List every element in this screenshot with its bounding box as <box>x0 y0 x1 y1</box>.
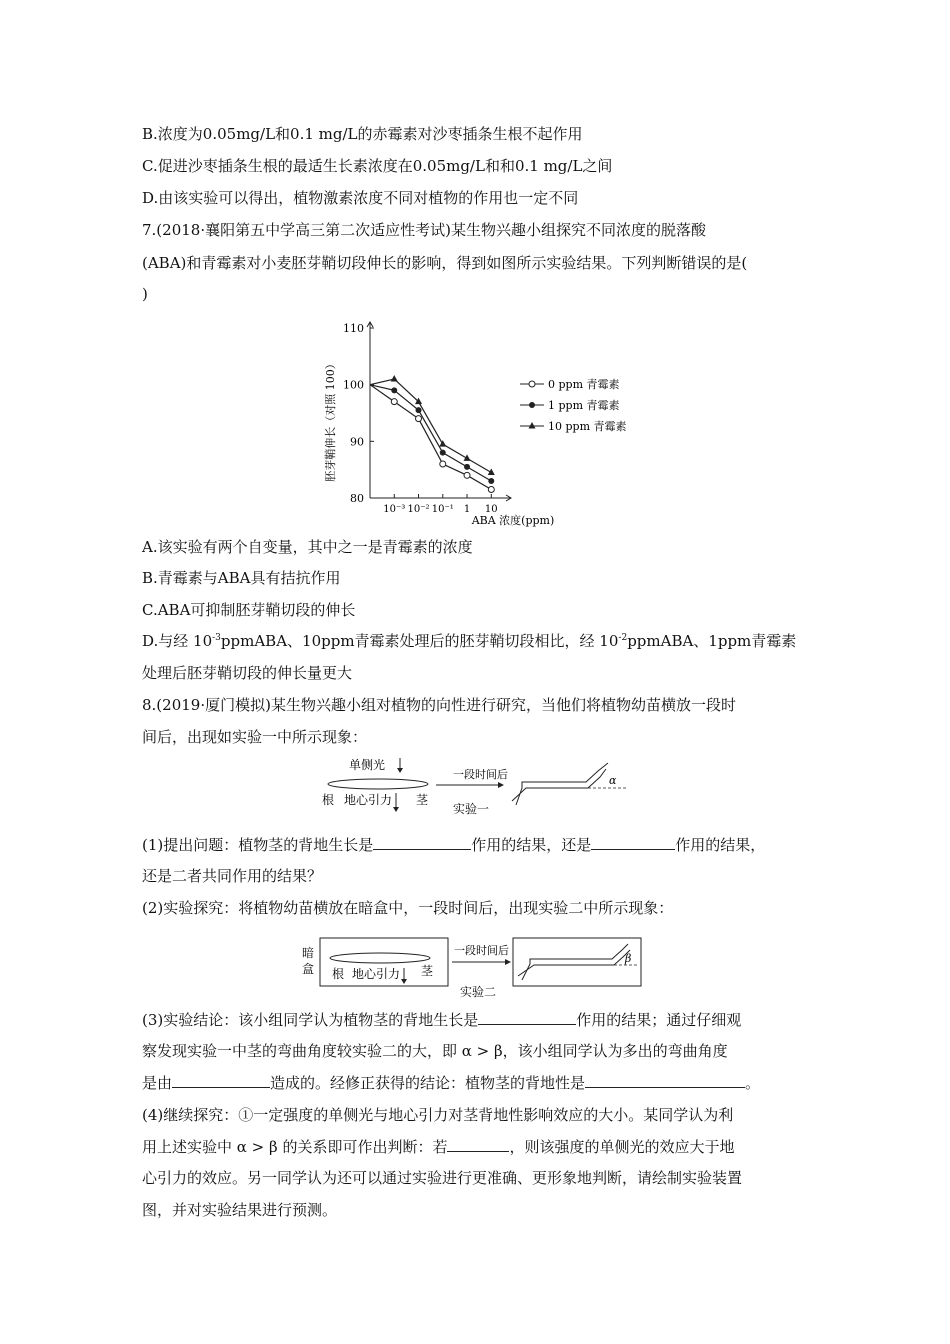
chart-y-axis-label: 胚芽鞘伸长（对照 100） <box>324 358 337 482</box>
p3-text-e: 。 <box>745 1074 761 1092</box>
p4-text-a: 用上述实验中 α > β 的关系即可作出判断：若 <box>142 1138 448 1156</box>
q7-option-c: C.ABA可抑制胚芽鞘切段的伸长 <box>142 601 356 619</box>
chart-data-point <box>391 387 397 393</box>
q7-stem-line-3: ) <box>142 285 148 303</box>
q7d-exponent-2: -2 <box>618 633 628 643</box>
q8-part4-line-3: 心引力的效应。另一同学认为还可以通过实验进行更准确、更形象地判断，请绘制实验装置 <box>142 1169 743 1187</box>
p3-blank-2[interactable] <box>172 1073 270 1088</box>
q6-option-c: C.促进沙枣插条生根的最适生长素浓度在0.05mg/L和和0.1 mg/L之间 <box>142 157 613 175</box>
q7-stem-line-1: 7.(2018·襄阳第五中学高三第二次适应性考试)某生物兴趣小组探究不同浓度的脱落酸 <box>142 221 706 239</box>
fig2-root-label: 根 <box>332 967 345 981</box>
chart-y-tick-label: 100 <box>343 378 364 392</box>
chart-legend-label: 10 ppm 青霉素 <box>548 420 627 433</box>
chart-legend-marker <box>529 402 535 408</box>
chart-x-axis-label: ABA 浓度(ppm) <box>471 514 555 527</box>
p1-text-c: 作用的结果， <box>675 836 766 854</box>
p3-blank-3[interactable] <box>585 1073 745 1088</box>
chart-data-point <box>440 450 446 456</box>
chart-data-point <box>391 375 398 382</box>
chart-data-point <box>439 440 446 447</box>
q7-option-a: A.该实验有两个自变量，其中之一是青霉素的浓度 <box>142 538 473 556</box>
q7-option-b: B.青霉素与ABA具有拮抗作用 <box>142 569 341 587</box>
chart-data-point <box>488 478 494 484</box>
chart-series-line <box>370 385 491 490</box>
fig1-stem-label: 茎 <box>416 793 429 807</box>
q7-option-d-line-2: 处理后胚芽鞘切段的伸长量更大 <box>142 664 353 682</box>
p3-text-d: 造成的。经修正获得的结论：植物茎的背地性是 <box>270 1074 586 1092</box>
chart-x-tick-label: 10⁻³ <box>383 504 406 515</box>
q8-part1-line-2: 还是二者共同作用的结果？ <box>142 867 323 885</box>
fig2-box-label-2: 盒 <box>302 962 315 976</box>
chart-series-line <box>370 385 491 481</box>
chart-x-tick-label: 1 <box>463 504 471 515</box>
fig2-angle-label: β <box>625 952 632 965</box>
fig1-angle-label: α <box>609 774 617 787</box>
fig1-light-arrowhead <box>397 768 403 773</box>
p4-text-b: ，则该强度的单侧光的效应大于地 <box>509 1138 735 1156</box>
chart-x-tick-label: 10⁻¹ <box>431 504 454 515</box>
chart-y-tick-label: 110 <box>343 322 364 335</box>
p1-text-a: (1)提出问题：植物茎的背地生长是 <box>142 836 374 854</box>
fig1-gravity-arrowhead <box>393 807 399 812</box>
fig1-bent-seedling-top <box>516 763 608 805</box>
p1-blank-2[interactable] <box>591 835 675 850</box>
chart-x-tick-label: 10 <box>484 504 498 515</box>
q7-option-d <box>142 631 796 651</box>
fig2-result-box <box>513 938 641 986</box>
chart-data-point <box>464 464 470 470</box>
p4-blank-1[interactable] <box>447 1137 509 1152</box>
chart-y-tick-label: 80 <box>350 492 364 505</box>
fig1-seedling <box>328 779 428 789</box>
chart-data-point <box>488 487 494 493</box>
q7d-text-1: D.与经 10 <box>142 632 213 650</box>
q6-option-d: D.由该实验可以得出，植物激素浓度不同对植物的作用也一定不同 <box>142 189 579 207</box>
chart-legend-marker <box>529 422 536 429</box>
chart-legend-label: 1 ppm 青霉素 <box>548 399 620 412</box>
q8-part3-line-2: 察发现实验一中茎的弯曲角度较实验二的大，即 α > β，该小组同学认为多出的弯曲角度 <box>142 1042 728 1060</box>
p1-blank-1[interactable] <box>373 835 471 850</box>
chart-x-tick-label: 10⁻² <box>407 504 430 515</box>
q7d-exponent-1: -3 <box>212 633 221 643</box>
fig1-time-arrowhead <box>498 782 504 788</box>
fig2-arrow-label: 一段时间后 <box>454 944 509 957</box>
fig2-caption: 实验二 <box>460 985 497 999</box>
fig1-bent-seedling-bottom <box>512 769 606 801</box>
q8-part3-line-1 <box>142 1010 741 1030</box>
fig1-arrow-label: 一段时间后 <box>453 768 508 781</box>
chart-legend-marker <box>529 381 535 387</box>
fig1-light-label: 单侧光 <box>349 758 386 772</box>
q8-stem-line-1: 8.(2019·厦门模拟)某生物兴趣小组对植物的向性进行研究，当他们将植物幼苗横放一段时 <box>142 696 736 714</box>
q8-stem-line-2: 间后，出现如实验一中所示现象： <box>142 728 368 746</box>
q8-part3-line-3 <box>142 1073 760 1093</box>
p3-text-b: 作用的结果；通过仔细观 <box>576 1011 742 1029</box>
q8-part4-line-4: 图，并对实验结果进行预测。 <box>142 1201 338 1219</box>
p1-text-b: 作用的结果，还是 <box>471 836 592 854</box>
chart-data-point <box>416 407 422 413</box>
fig1-root-label: 根 <box>322 793 335 807</box>
experiment-1-figure <box>316 755 636 823</box>
q8-part2: (2)实验探究：将植物幼苗横放在暗盒中，一段时间后，出现实验二中所示现象： <box>142 899 674 917</box>
chart-legend-label: 0 ppm 青霉素 <box>548 378 620 391</box>
q7-stem-line-2: (ABA)和青霉素对小麦胚芽鞘切段伸长的影响，得到如图所示实验结果。下列判断错误的是( <box>142 254 748 272</box>
experiment-2-figure <box>300 932 645 1004</box>
fig2-bent-seedling-bottom <box>518 950 630 976</box>
chart-data-point <box>464 472 470 478</box>
q8-part1-line-1 <box>142 835 765 855</box>
q8-part4-line-1: (4)继续探究：①一定强度的单侧光与地心引力对茎背地性影响效应的大小。某同学认为利 <box>142 1106 734 1124</box>
fig2-bent-seedling-top <box>522 944 628 980</box>
fig2-seedling <box>330 953 430 963</box>
chart-data-point <box>440 461 446 467</box>
q7d-text-3: ppmABA、1ppm青霉素 <box>627 632 797 650</box>
fig1-caption: 实验一 <box>453 802 490 816</box>
chart-series-line <box>370 379 491 473</box>
fig2-gravity-label: 地心引力 <box>352 967 401 981</box>
q7d-text-2: ppmABA、10ppm青霉素处理后的胚芽鞘切段相比，经 10 <box>220 632 619 650</box>
fig1-gravity-label: 地心引力 <box>344 793 393 807</box>
aba-line-chart <box>316 312 646 530</box>
p3-text-a: (3)实验结论：该小组同学认为植物茎的背地生长是 <box>142 1011 479 1029</box>
chart-data-point <box>416 416 422 422</box>
fig2-box-label-1: 暗 <box>302 946 315 960</box>
p3-text-c: 是由 <box>142 1074 173 1092</box>
q8-part4-line-2 <box>142 1137 734 1157</box>
fig2-stem-label: 茎 <box>421 964 434 978</box>
fig2-time-arrowhead <box>505 959 511 965</box>
chart-data-point <box>391 399 397 405</box>
q6-option-b: B.浓度为0.05mg/L和0.1 mg/L的赤霉素对沙枣插条生根不起作用 <box>142 125 583 143</box>
chart-y-tick-label: 90 <box>350 435 364 449</box>
p3-blank-1[interactable] <box>478 1010 576 1025</box>
fig2-gravity-arrowhead <box>401 979 407 984</box>
